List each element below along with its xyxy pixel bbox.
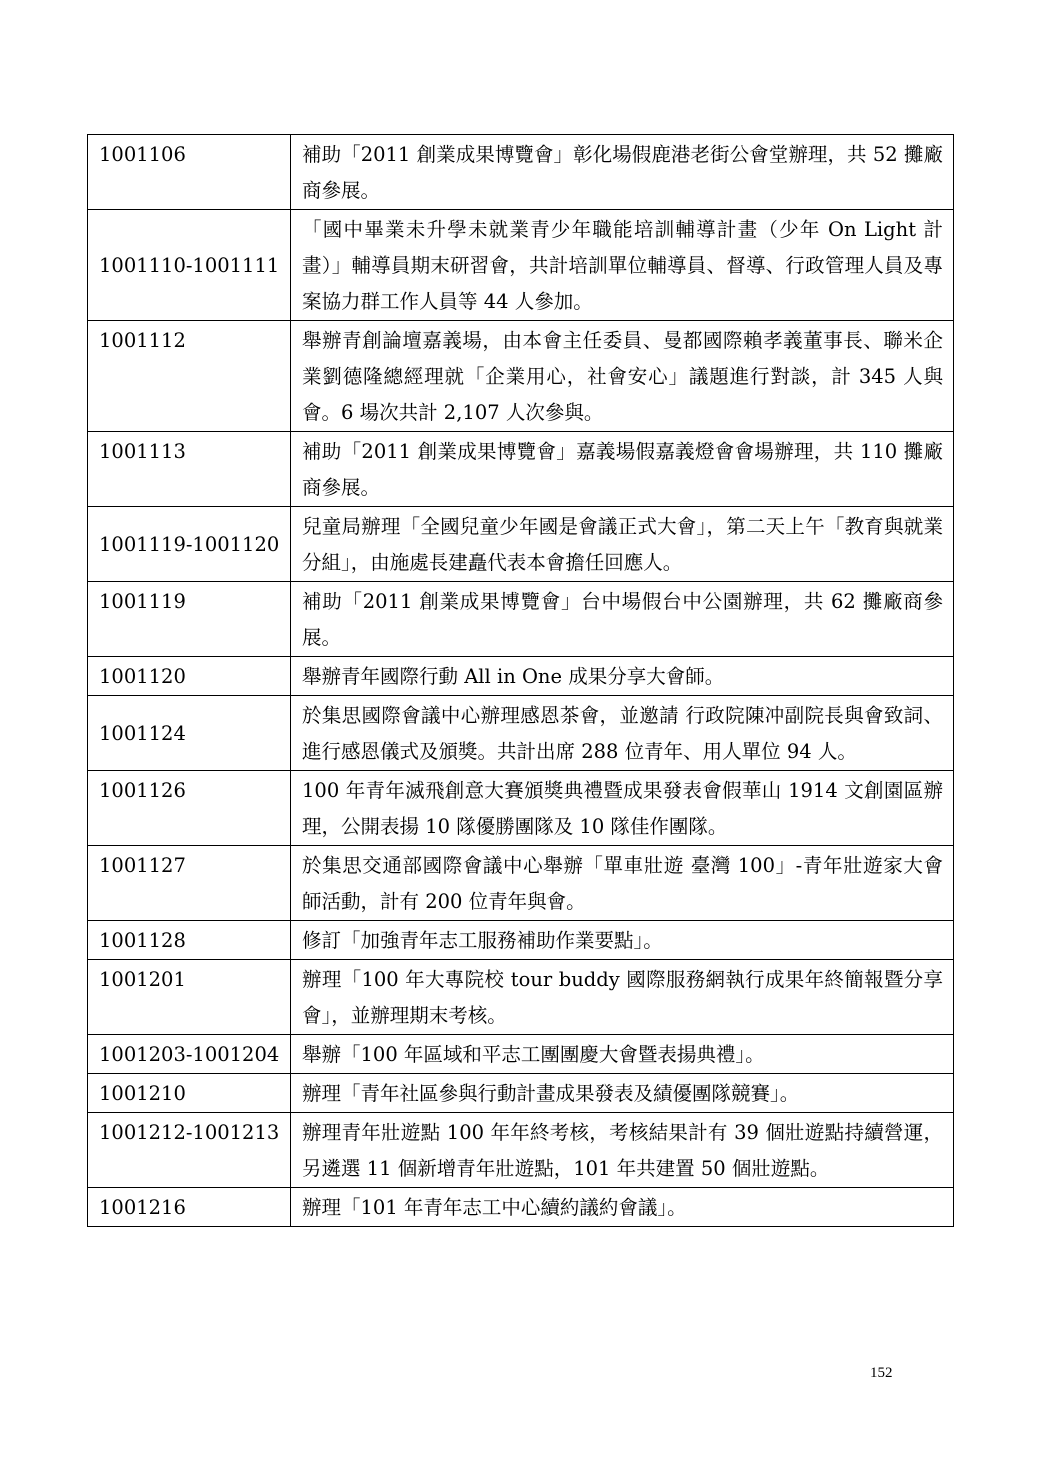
page-number: 152 — [870, 1365, 893, 1381]
description-cell: 「國中畢業未升學未就業青少年職能培訓輔導計畫（少年 On Light 計畫）」輔導員期末研習會，共計培訓單位輔導員、督導、行政管理人員及專案協力群工作人員等 44 人參加。 — [291, 210, 954, 321]
date-cell: 1001216 — [88, 1188, 291, 1227]
description-cell: 辦理「青年社區參與行動計畫成果發表及績優團隊競賽」。 — [291, 1074, 954, 1113]
date-cell: 1001119-1001120 — [88, 507, 291, 582]
description-cell: 補助「2011 創業成果博覽會」嘉義場假嘉義燈會會場辦理，共 110 攤廠商參展。 — [291, 432, 954, 507]
date-cell: 1001110-1001111 — [88, 210, 291, 321]
table-row — [88, 771, 954, 846]
table-row — [88, 210, 954, 321]
date-cell: 1001127 — [88, 846, 291, 921]
table-row — [88, 1188, 954, 1227]
table-row — [88, 657, 954, 696]
table-row — [88, 321, 954, 432]
table-row — [88, 960, 954, 1035]
date-cell: 1001113 — [88, 432, 291, 507]
date-cell: 1001126 — [88, 771, 291, 846]
table-row — [88, 507, 954, 582]
description-cell: 於集思國際會議中心辦理感恩茶會，並邀請 行政院陳冲副院長與會致詞、進行感恩儀式及頒獎。共計出席 288 位青年、用人單位 94 人。 — [291, 696, 954, 771]
date-cell: 1001120 — [88, 657, 291, 696]
description-cell: 補助「2011 創業成果博覽會」台中場假台中公園辦理，共 62 攤廠商參展。 — [291, 582, 954, 657]
table-row — [88, 921, 954, 960]
table-row — [88, 1074, 954, 1113]
date-cell: 1001112 — [88, 321, 291, 432]
description-cell: 舉辦青創論壇嘉義場，由本會主任委員、曼都國際賴孝義董事長、聯米企業劉德隆總經理就「企業用心，社會安心」議題進行對談，計 345 人與會。6 場次共計 2,107 人次參與。 — [291, 321, 954, 432]
table-row — [88, 1113, 954, 1188]
description-cell: 於集思交通部國際會議中心舉辦「單車壯遊 臺灣 100」-青年壯遊家大會師活動，計有 200 位青年與會。 — [291, 846, 954, 921]
description-cell: 辦理青年壯遊點 100 年年終考核，考核結果計有 39 個壯遊點持續營運，另遴選 11 個新增青年壯遊點，101 年共建置 50 個壯遊點。 — [291, 1113, 954, 1188]
date-cell: 1001128 — [88, 921, 291, 960]
date-cell: 1001124 — [88, 696, 291, 771]
description-cell: 100 年青年滅飛創意大賽頒獎典禮暨成果發表會假華山 1914 文創園區辦理，公開表揚 10 隊優勝團隊及 10 隊佳作團隊。 — [291, 771, 954, 846]
description-cell: 辦理「101 年青年志工中心續約議約會議」。 — [291, 1188, 954, 1227]
description-cell: 兒童局辦理「全國兒童少年國是會議正式大會」，第二天上午「教育與就業分組」，由施處長建矗代表本會擔任回應人。 — [291, 507, 954, 582]
table-row — [88, 135, 954, 210]
date-cell: 1001203-1001204 — [88, 1035, 291, 1074]
description-cell: 修訂「加強青年志工服務補助作業要點」。 — [291, 921, 954, 960]
date-cell: 1001212-1001213 — [88, 1113, 291, 1188]
date-cell: 1001201 — [88, 960, 291, 1035]
description-cell: 舉辦青年國際行動 All in One 成果分享大會師。 — [291, 657, 954, 696]
description-cell: 辦理「100 年大專院校 tour buddy 國際服務網執行成果年終簡報暨分享會」，並辦理期末考核。 — [291, 960, 954, 1035]
chronology-table — [87, 134, 954, 1227]
table-row — [88, 846, 954, 921]
description-cell: 補助「2011 創業成果博覽會」彰化場假鹿港老街公會堂辦理，共 52 攤廠商參展。 — [291, 135, 954, 210]
date-cell: 1001210 — [88, 1074, 291, 1113]
table-row — [88, 582, 954, 657]
description-cell: 舉辦「100 年區域和平志工團團慶大會暨表揚典禮」。 — [291, 1035, 954, 1074]
table-row — [88, 696, 954, 771]
date-cell: 1001119 — [88, 582, 291, 657]
date-cell: 1001106 — [88, 135, 291, 210]
table-row — [88, 432, 954, 507]
table-row — [88, 1035, 954, 1074]
